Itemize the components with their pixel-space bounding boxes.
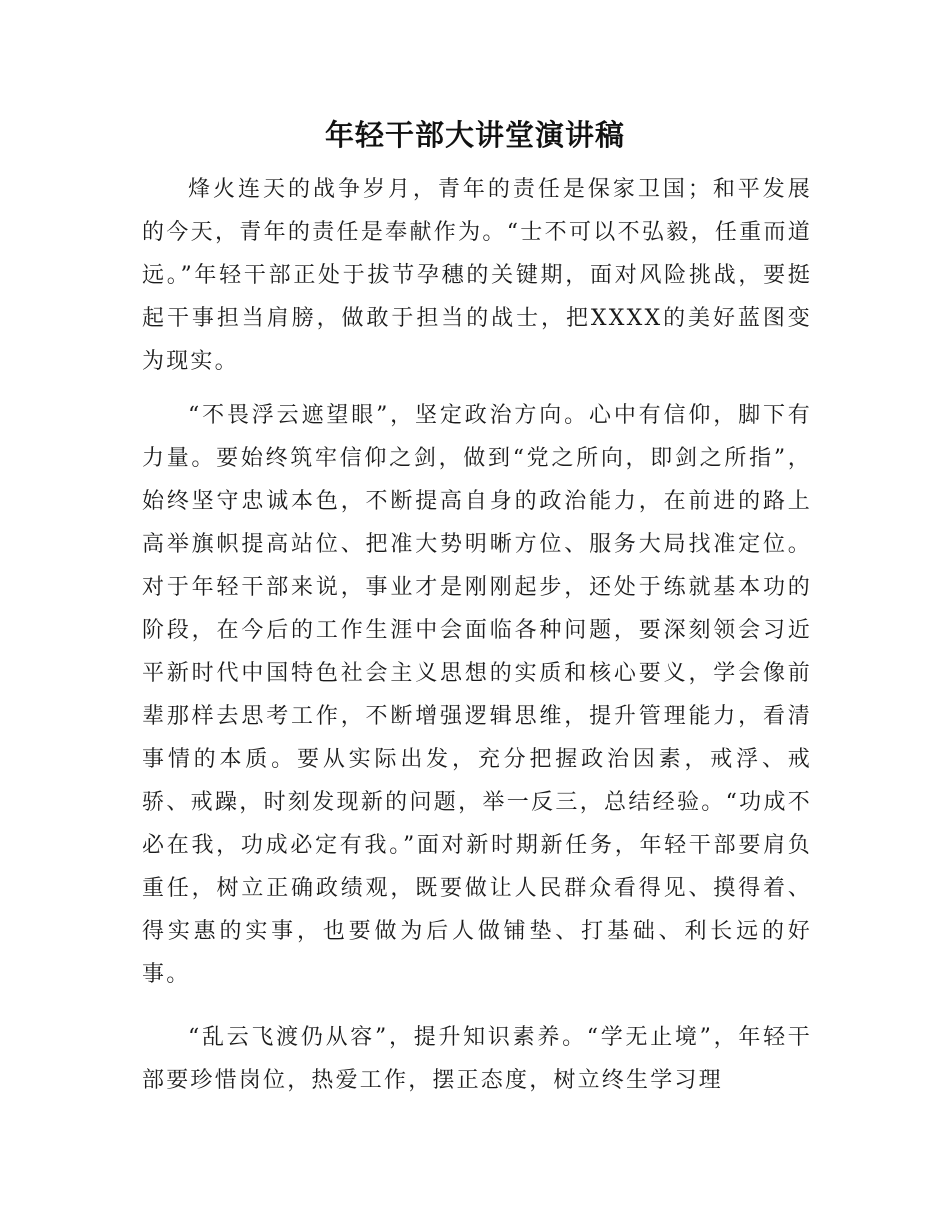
document-title: 年轻干部大讲堂演讲稿	[324, 118, 625, 152]
paragraph-1: 烽火连天的战争岁月，青年的责任是保家卫国；和平发展的今天，青年的责任是奉献作为。“士不可以不弘毅，任重而道远。”年轻干部正处于拔节孕穗的关键期，面对风险挑战，要挺起干事担当肩膀，做敢于担当的战士，把XXXX的美好蓝图变为现实。	[142, 177, 812, 374]
paragraph-2: “不畏浮云遮望眼”，坚定政治方向。心中有信仰，脚下有力量。要始终筑牢信仰之剑，做到“党之所向，即剑之所指”，始终坚守忠诚本色，不断提高自身的政治能力，在前进的路上高举旗帜提高站位、把准大势明晰方位、服务大局找准定位。对于年轻干部来说，事业才是刚刚起步，还处于练就基本功的阶段，在今后的工作生涯中会面临各种问题，要深刻领会习近平新时代中国特色社会主义思想的实质和核心要义，学会像前辈那样去思考工作，不断增强逻辑思维，提升管理能力，看清事情的本质。要从实际出发，充分把握政治因素，戒浮、戒骄、戒躁，时刻发现新的问题，举一反三，总结经验。“功成不必在我，功成必定有我。”面对新时期新任务，年轻干部要肩负重任，树立正确政绩观，既要做让人民群众看得见、摸得着、得实惠的实事，也要做为后人做铺垫、打基础、利长远的好事。	[142, 403, 812, 987]
paragraph-3: “乱云飞渡仍从容”，提升知识素养。“学无止境”，年轻干部要珍惜岗位，热爱工作，摆正态度，树立终生学习理	[142, 1025, 812, 1093]
